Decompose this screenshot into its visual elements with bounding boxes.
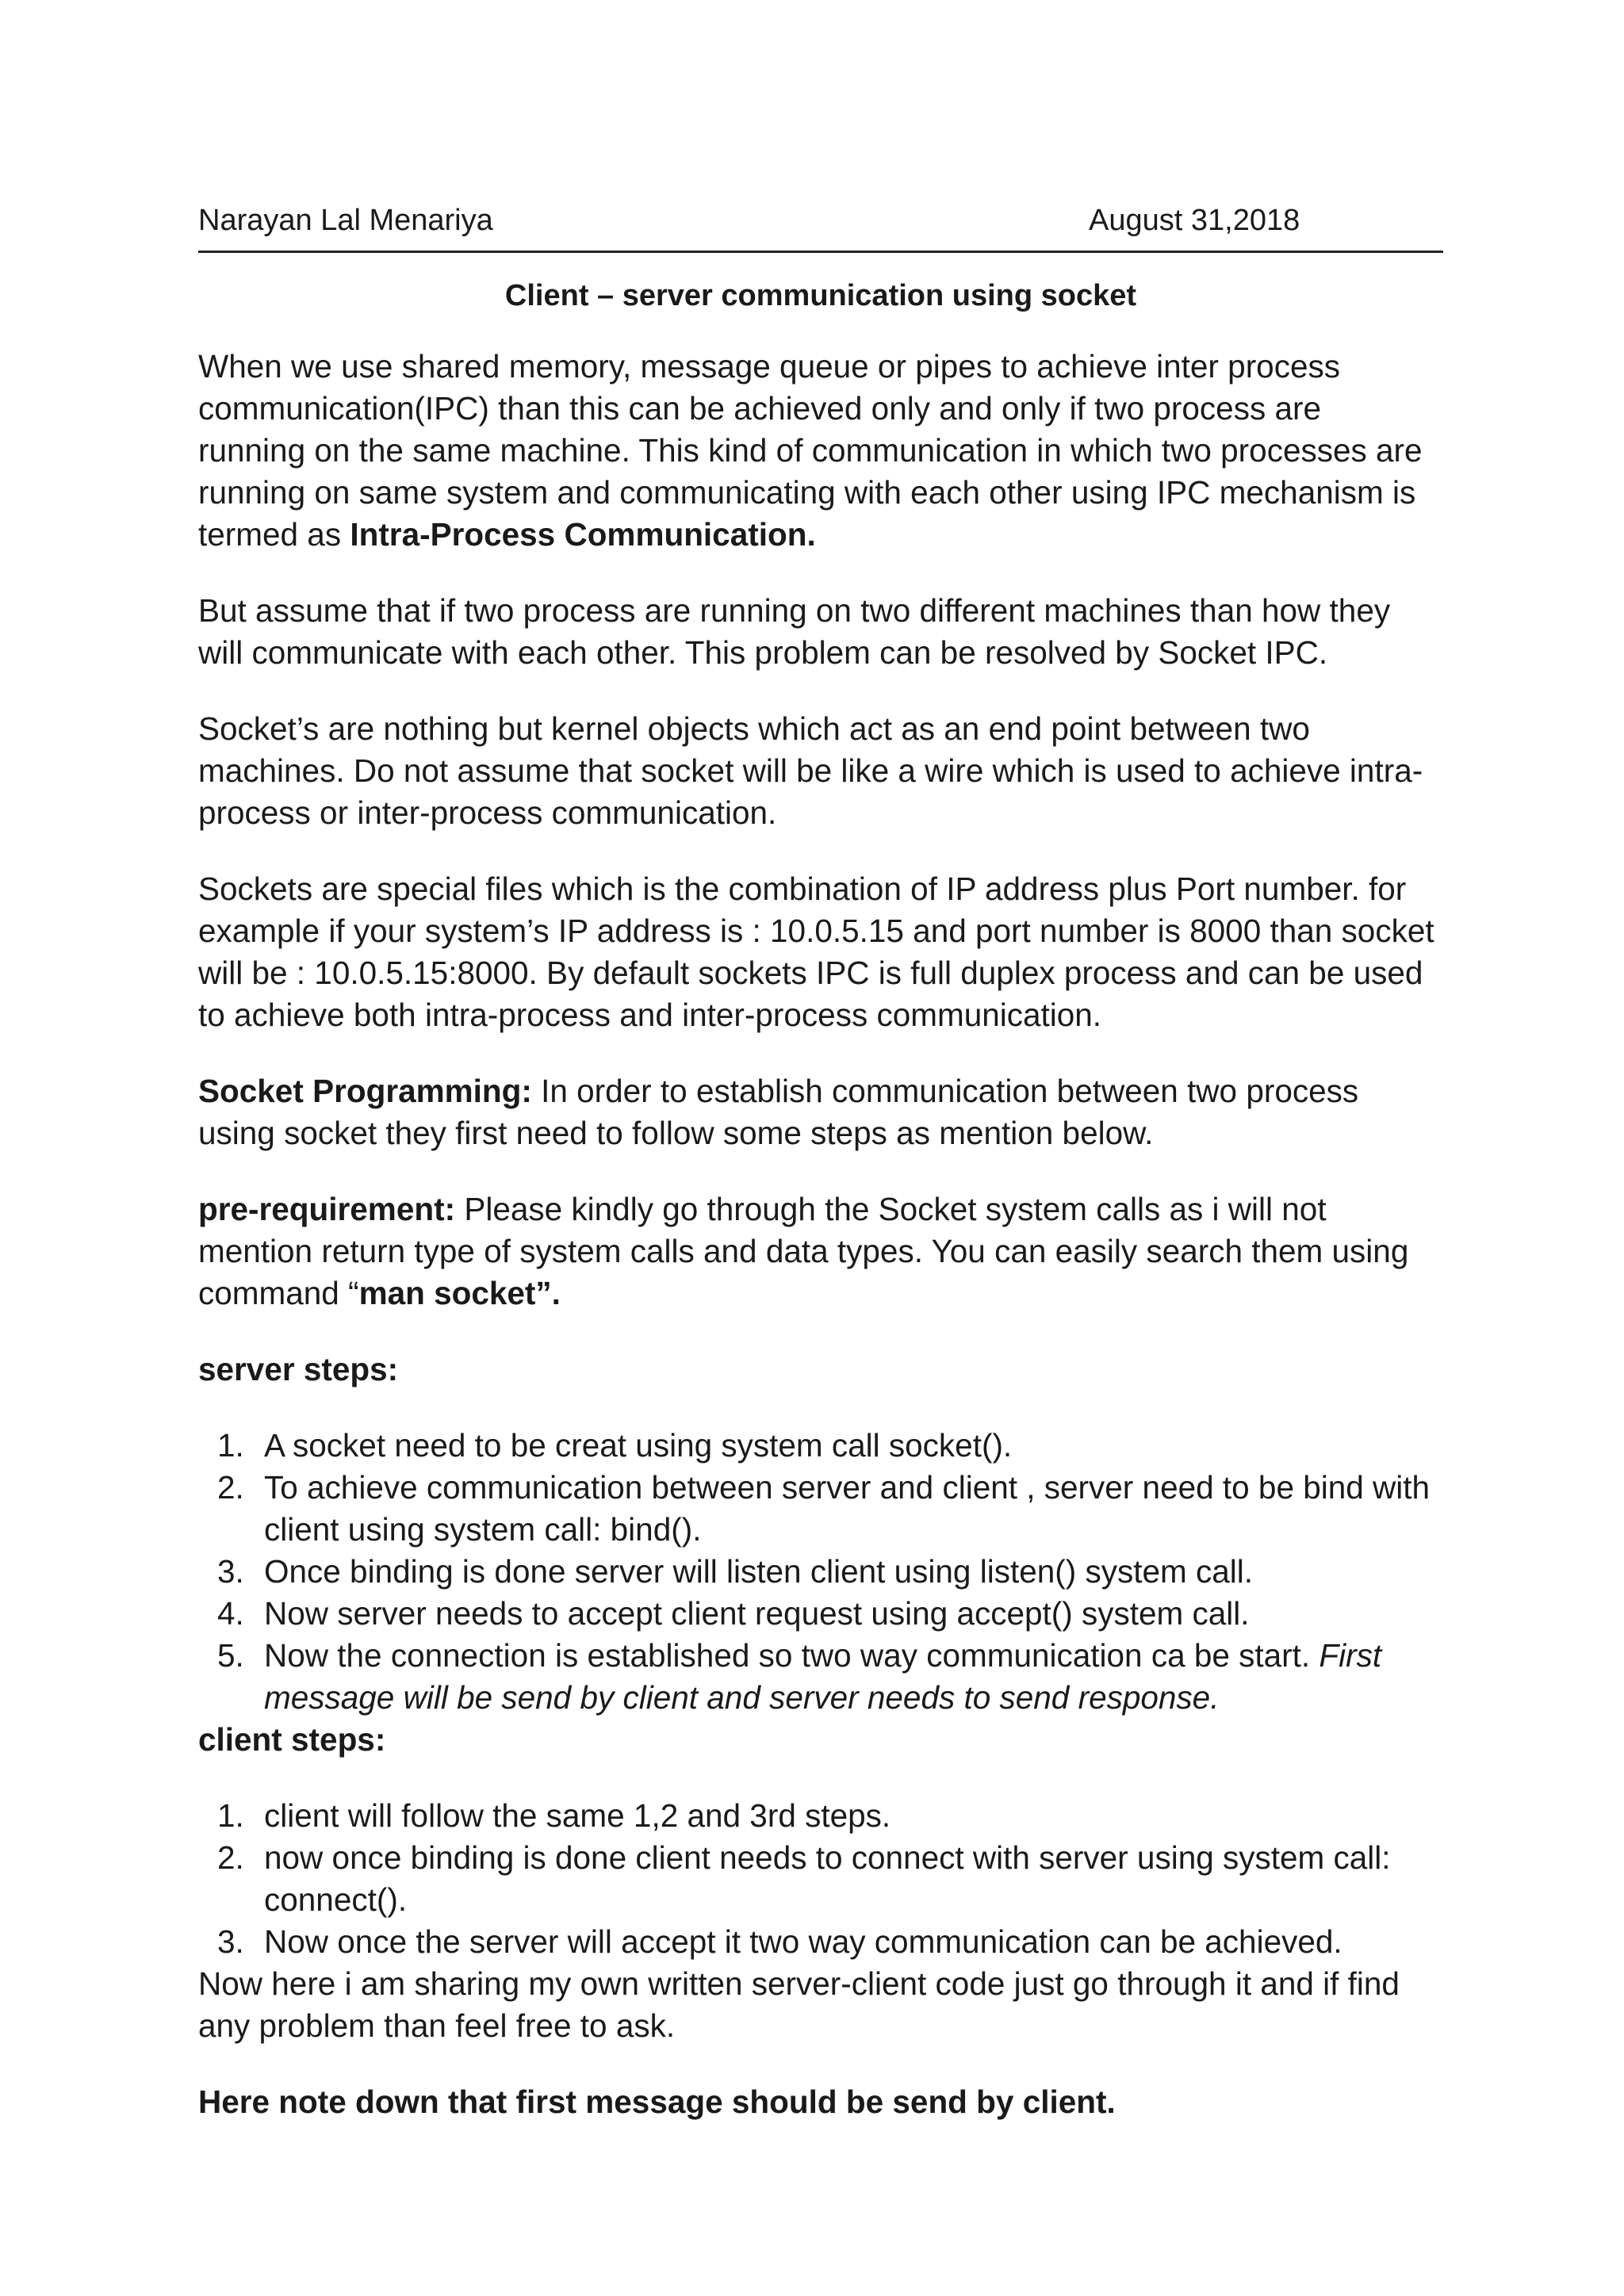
list-item-text: Now the connection is established so two way communication ca be start.: [264, 1637, 1320, 1674]
list-item: [198, 1551, 1435, 1593]
document-title: Client – server communication using socket: [504, 279, 1137, 312]
list-number: 5.: [217, 1637, 244, 1674]
document-body: [198, 346, 1435, 2123]
list-item: [198, 1467, 1435, 1551]
list-number: 3.: [217, 1923, 244, 1960]
term-intra-process: Intra-Process Communication.: [350, 516, 816, 553]
list-number: 4.: [217, 1595, 244, 1632]
label-socket-programming: Socket Programming:: [198, 1073, 532, 1109]
list-item-text: now once binding is done client needs to connect with server using system call: connect().: [264, 1839, 1391, 1918]
list-number: 2.: [217, 1469, 244, 1506]
list-item-text: Now server needs to accept client request using accept() system call.: [264, 1595, 1250, 1632]
client-steps-list: [198, 1795, 1435, 1963]
command-man-socket: man socket”.: [358, 1275, 561, 1311]
paragraph-pre-requirement: [198, 1188, 1435, 1314]
list-item-text: Now once the server will accept it two way communication can be achieved.: [264, 1923, 1342, 1960]
paragraph-socket-files: Sockets are special files which is the combination of IP address plus Port number. for example if your system’s IP address is : 10.0.5.15 and port number is 8000 than socket will be : 10.0.5.15:8000. By default sockets IPC is full duplex process and can be used to achieve both intra-process and inter-process communication.: [198, 871, 1434, 1033]
server-steps-list: [198, 1425, 1435, 1719]
list-item-text: Once binding is done server will listen client using listen() system call.: [264, 1553, 1254, 1590]
list-item: [198, 1921, 1435, 1963]
label-pre-requirement: pre-requirement:: [198, 1191, 456, 1227]
paragraph-different-machines: But assume that if two process are running on two different machines than how they will communicate with each other. This problem can be resolved by Socket IPC.: [198, 592, 1391, 671]
paragraph-closing: Now here i am sharing my own written server-client code just go through it and if find any problem than feel free to ask.: [198, 1965, 1400, 2044]
client-steps-heading: client steps:: [198, 1721, 386, 1758]
list-item-text: client will follow the same 1,2 and 3rd steps.: [264, 1797, 891, 1834]
list-item: [198, 1425, 1435, 1467]
final-note: Here note down that first message should be send by client.: [198, 2084, 1116, 2120]
list-item-text: To achieve communication between server and client , server need to be bind with client using system call: bind().: [264, 1469, 1431, 1548]
list-item: [198, 1837, 1435, 1921]
list-number: 2.: [217, 1839, 244, 1876]
list-number: 1.: [217, 1427, 244, 1464]
list-number: 1.: [217, 1797, 244, 1834]
document-date: August 31,2018: [1089, 204, 1300, 237]
list-number: 3.: [217, 1553, 244, 1590]
paragraph-text: When we use shared memory, message queue or pipes to achieve inter process communication(IPC) than this can be achieved only and only if two process are running on the same machine. This kind of communication in which two processes are running on same system and communicating with each other using IPC mechanism is termed as: [198, 348, 1423, 553]
paragraph-text: Please kindly go through the Socket system calls as i will not mention return type of system calls and data types. You can easily search them using command “: [198, 1191, 1409, 1311]
list-item: [198, 1593, 1435, 1635]
list-item-emphasis: First message will be send by client and server needs to send response.: [264, 1637, 1382, 1716]
paragraph-socket-definition: Socket’s are nothing but kernel objects which act as an end point between two machines. Do not assume that socket will be like a wire which is used to achieve intra-process or inter-process communication.: [198, 710, 1423, 831]
list-item: [198, 1635, 1435, 1719]
list-item: [198, 1795, 1435, 1837]
paragraph-socket-programming: [198, 1070, 1435, 1154]
server-steps-heading: server steps:: [198, 1351, 399, 1387]
page-header: [198, 198, 1443, 253]
paragraph-intra-process: [198, 346, 1435, 556]
paragraph-text: In order to establish communication between two process using socket they first need to follow some steps as mention below.: [198, 1073, 1359, 1151]
author-name: Narayan Lal Menariya: [198, 204, 493, 237]
list-item-text: A socket need to be creat using system call socket().: [264, 1427, 1013, 1464]
